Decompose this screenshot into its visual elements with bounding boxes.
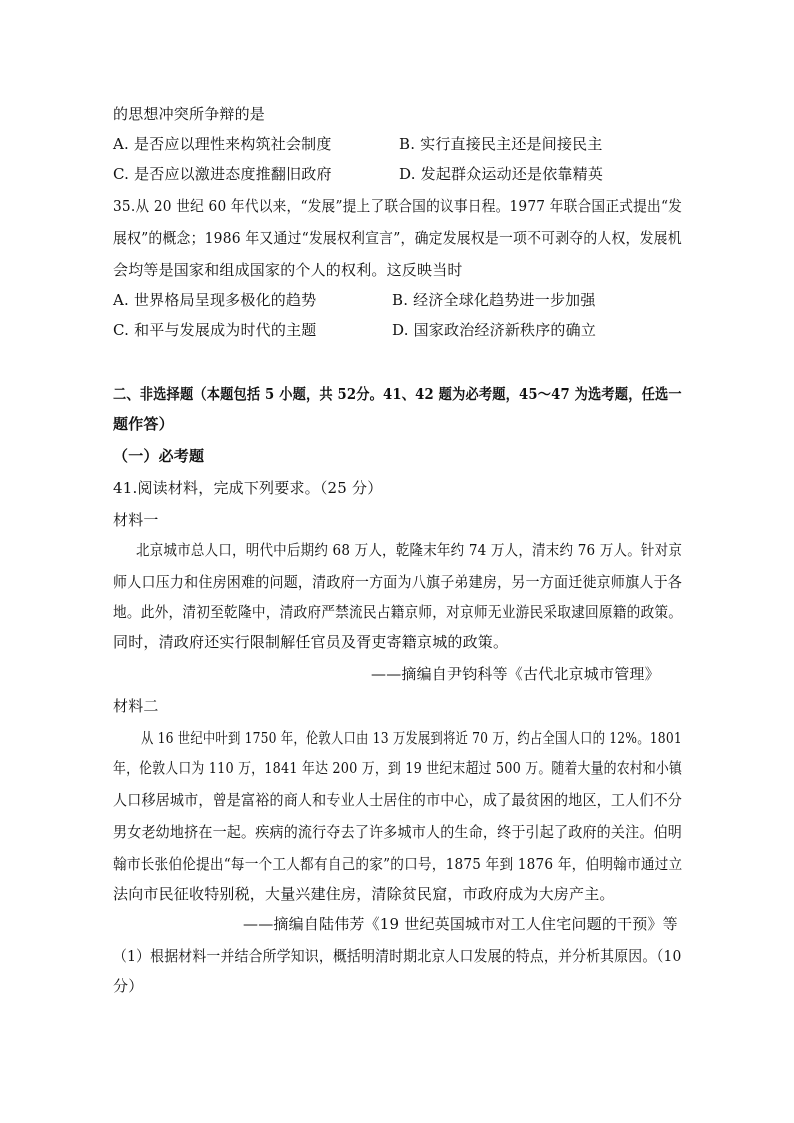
q35-option-c: C. 和平与发展成为时代的主题 [113, 321, 317, 339]
material1-line-2: 师人口压力和住房困难的问题，清政府一方面为八旗子弟建房，另一方面迁徙京师旗人于各 [113, 573, 683, 591]
q35-stem-line-3: 会均等是国家和组成国家的个人的权利。这反映当时 [113, 261, 463, 279]
material1-line-3: 地。此外，清初至乾隆中，清政府严禁流民占籍京师，对京师无业游民采取逮回原籍的政策。 [113, 603, 683, 621]
material1-line-4: 同时，清政府还实行限制解任官员及胥吏寄籍京城的政策。 [113, 633, 509, 651]
material2-line-3: 人口移居城市，曾是富裕的商人和专业人士居住的市中心，成了最贫困的地区，工人们不分 [113, 791, 683, 809]
material1-label: 材料一 [113, 511, 159, 529]
q41-stem: 41.阅读材料，完成下列要求。（25 分） [113, 479, 383, 497]
section2-heading-line-2: 题作答） [113, 415, 174, 433]
material1-source: ——摘编自尹钧科等《古代北京城市管理》 [371, 665, 660, 683]
q35-option-b: B. 经济全球化趋势进一步加强 [392, 291, 596, 309]
material2-line-4: 男女老幼地挤在一起。疾病的流行夺去了许多城市人的生命，终于引起了政府的关注。伯明 [113, 823, 683, 841]
material1-line-1: 北京城市总人口，明代中后期约 68 万人，乾隆末年约 74 万人，清末约 76 万人。针对京 [136, 541, 683, 559]
q35-option-a: A. 世界格局呈现多极化的趋势 [113, 291, 317, 309]
section2-subheading: （一）必考题 [113, 447, 205, 465]
q35-stem-line-2: 展权”的概念；1986 年又通过“发展权利宣言”，确定发展权是一项不可剥夺的人权，发展机 [113, 229, 682, 247]
material2-label: 材料二 [113, 697, 159, 715]
q34-option-c: C. 是否应以激进态度推翻旧政府 [113, 165, 332, 183]
q34-option-d: D. 发起群众运动还是依靠精英 [399, 165, 604, 183]
q41-sub1-line-1: （1）根据材料一并结合所学知识，概括明清时期北京人口发展的特点，并分析其原因。（10 [113, 947, 682, 965]
material2-line-2: 年，伦敦人口为 110 万，1841 年达 200 万，到 19 世纪末超过 500 万。随着大量的农村和小镇 [113, 759, 683, 777]
q34-stem-end: 的思想冲突所争辩的是 [113, 105, 266, 123]
material2-line-6: 法向市民征收特别税，大量兴建住房，清除贫民窟，市政府成为大房产主。 [113, 885, 615, 903]
section2-heading-line-1: 二、非选择题（本题包括 5 小题，共 52分。41、42 题为必考题，45～47 为选考题，任选一 [113, 385, 682, 403]
q34-option-b: B. 实行直接民主还是间接民主 [399, 135, 603, 153]
q35-stem-line-1: 35.从 20 世纪 60 年代以来，“发展”提上了联合国的议事日程。1977 年联合国正式提出“发 [113, 197, 683, 215]
q41-sub1-line-2: 分） [113, 977, 144, 995]
material2-line-5: 翰市长张伯伦提出“每一个工人都有自己的家”的口号，1875 年到 1876 年，伯明翰市通过立 [113, 855, 683, 873]
material2-line-1: 从 16 世纪中叶到 1750 年，伦敦人口由 13 万发展到将近 70 万，约占全国人口的 12%。1801 [141, 729, 682, 747]
material2-source: ——摘编自陆伟芳《19 世纪英国城市对工人住宅问题的干预》等 [243, 915, 678, 933]
q35-option-d: D. 国家政治经济新秩序的确立 [392, 321, 597, 339]
q34-option-a: A. 是否应以理性来构筑社会制度 [113, 135, 332, 153]
